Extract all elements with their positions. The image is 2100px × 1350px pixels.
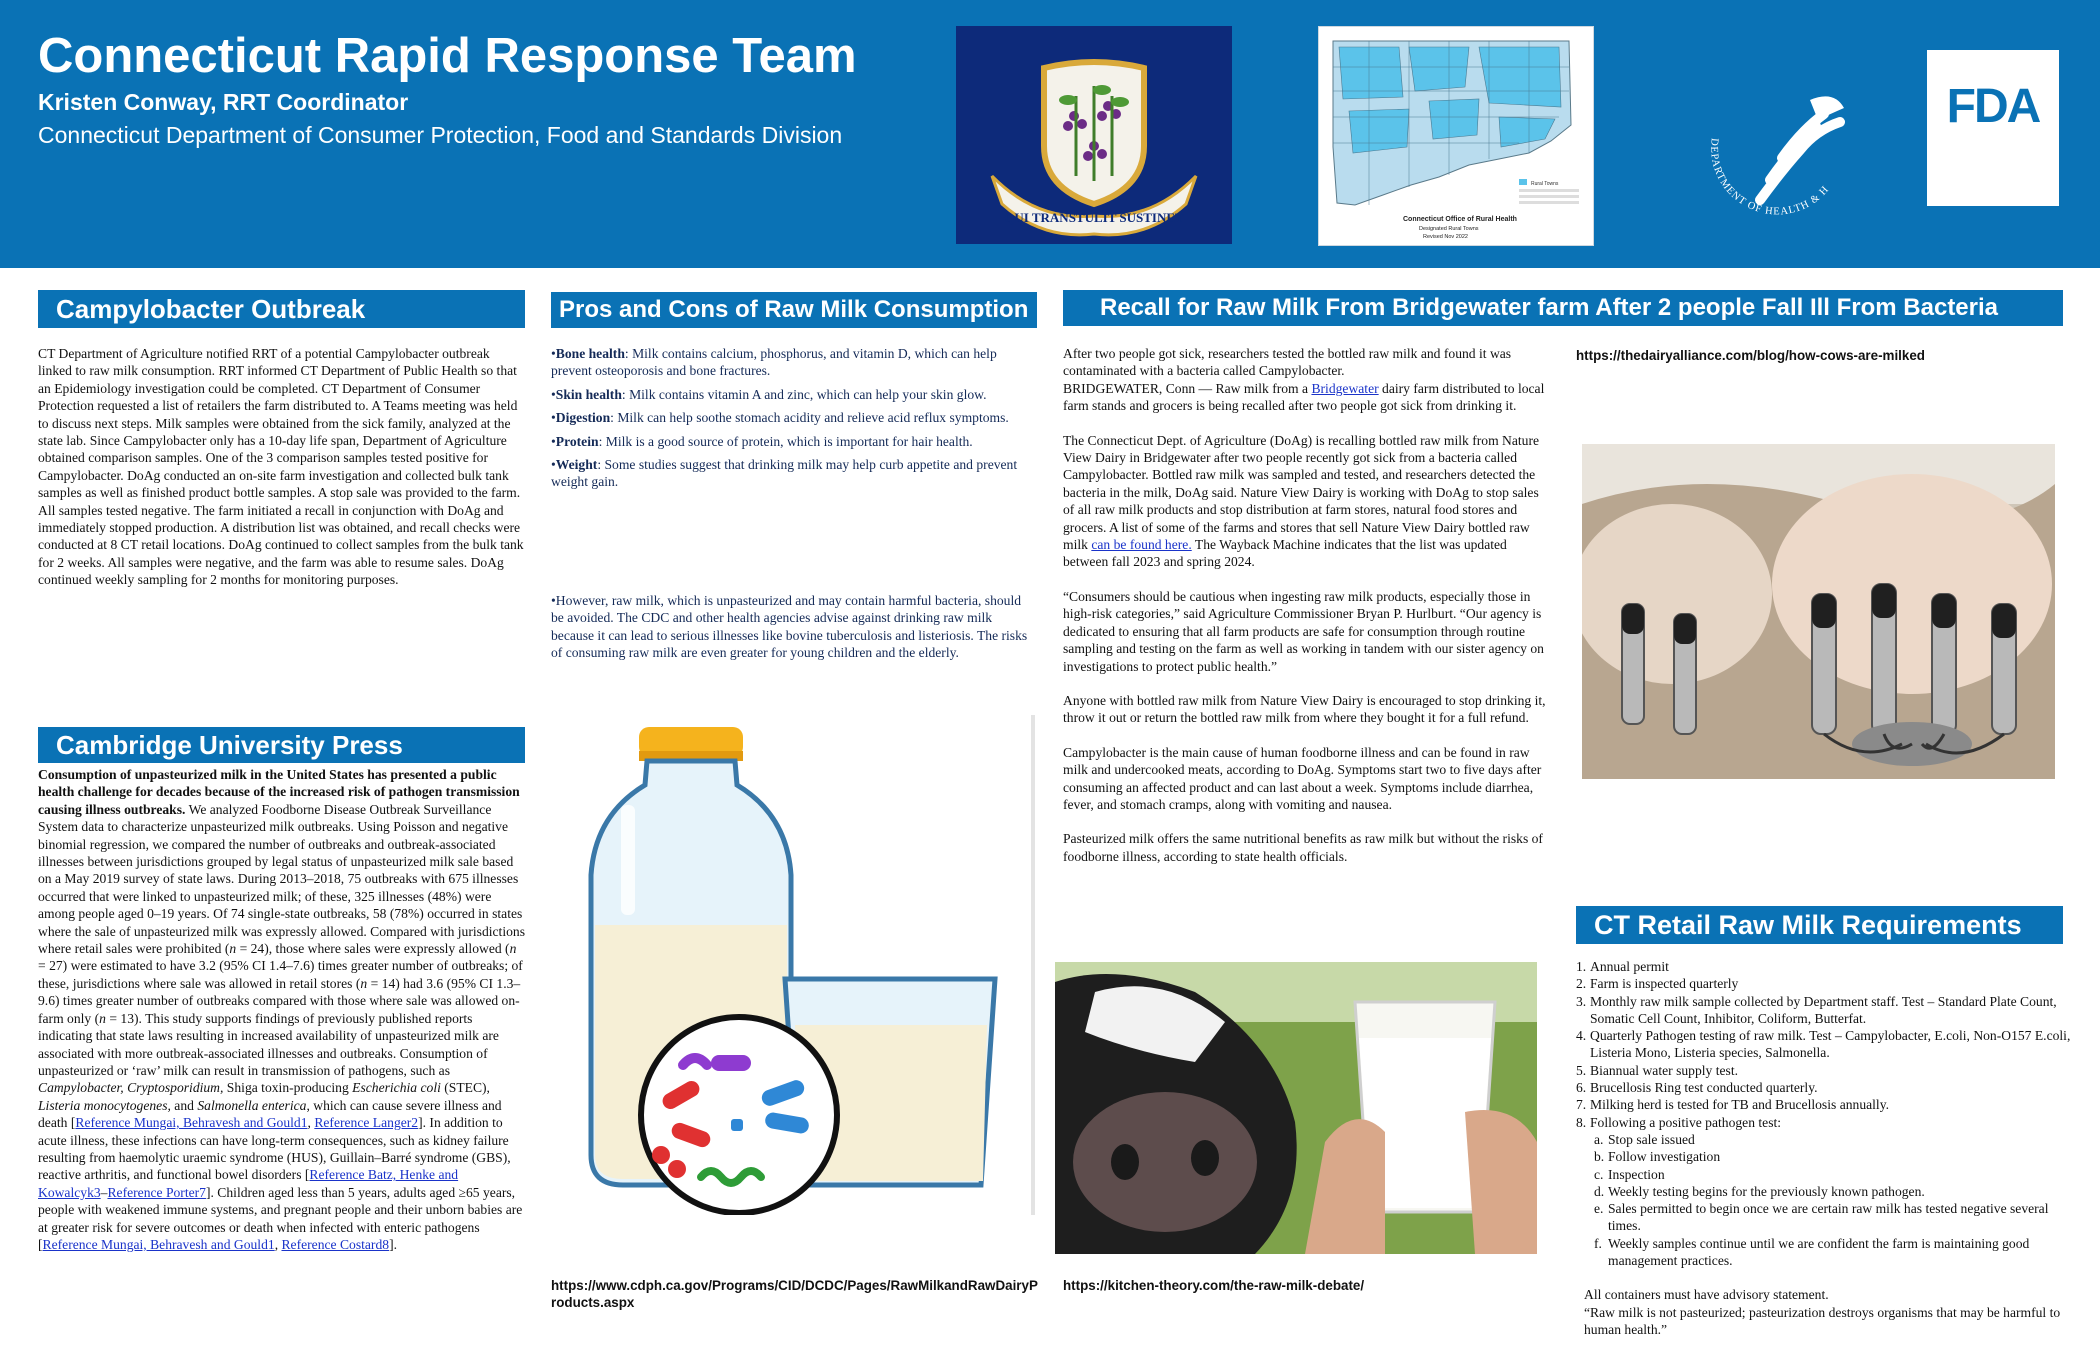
requirement-subitem: c. Inspection [1594, 1166, 1665, 1182]
requirements-list [1576, 958, 2076, 1338]
campylobacter-heading: Campylobacter Outbreak [38, 290, 525, 328]
map-caption-date: Revised Nov 2022 [1423, 234, 1468, 240]
requirement-subitem: d. Weekly testing begins for the previously known pathogen. [1594, 1183, 1925, 1199]
dairy-alliance-url[interactable]: https://thedairyalliance.com/blog/how-cows-are-milked [1576, 348, 1925, 363]
milk-bacteria-illustration [551, 715, 1041, 1215]
recall-paragraph: The Connecticut Dept. of Agriculture (DoAg) is recalling bottled raw milk from Nature View Dairy in Bridgewater after two people recently got sick from a bacteria called Campylobacter. Bottled raw milk was sampled and tested, and researchers detected the bacteria in the milk, DoAg said. Nature View Dairy is working with DoAg to stop sales of all raw milk products and stop distribution at farm stores, natural food stores and grocers. A list of some of the farms and stores that sell Nature View Dairy bottled raw milk can be found here. The Wayback Machine indicates that the list was updated between fall 2023 and spring 2024. [1063, 432, 1540, 570]
affiliation-line: Connecticut Department of Consumer Protection, Food and Standards Division [38, 122, 843, 148]
reference-link-porter[interactable]: Reference Porter7 [107, 1184, 206, 1200]
hhs-ring-text: DEPARTMENT OF HEALTH & H [1708, 137, 1832, 218]
reference-link-mungai-2[interactable]: Reference Mungai, Behravesh and Gould1 [42, 1236, 275, 1252]
pros-item: •Bone health: Milk contains calcium, phosphorus, and vitamin D, which can help prevent osteoporosis and bone fractures. [551, 346, 997, 379]
pros-cons-heading: Pros and Cons of Raw Milk Consumption [551, 292, 1037, 328]
cambridge-intro: Consumption of unpasteurized milk in the United States has presented a public health challenge for decades because of the increased risk of pathogen transmission causing illness outbreaks. [38, 767, 520, 817]
requirement-item: 7. Milking herd is tested for TB and Brucellosis annually. [1576, 1097, 1890, 1113]
fda-logo-text: FDA [1946, 80, 2040, 133]
milking-machine-photo [1582, 444, 2055, 779]
reference-link-batz[interactable]: Reference Batz, Henke and Kowalcyk3 [38, 1167, 459, 1200]
reference-link-langer[interactable]: Reference Langer2 [314, 1115, 419, 1131]
pros-item: •Weight: Some studies suggest that drinking milk may help curb appetite and prevent weight gain. [551, 457, 1018, 490]
requirements-heading: CT Retail Raw Milk Requirements [1576, 906, 2063, 944]
recall-paragraph: Anyone with bottled raw milk from Nature View Dairy is encouraged to stop drinking it, throw it out or return the bottled raw milk from where they bought it for a full refund. [1063, 692, 1546, 726]
author-line: Kristen Conway, RRT Coordinator [38, 89, 409, 115]
recall-paragraph: Campylobacter is the main cause of human foodborne illness and can be found in raw milk and undercooked meats, according to DoAg. Symptoms start two to five days after consuming an affected product and can last about a week. Symptoms include diarrhea, fever, and stomach cramps, along with vomiting and nausea. [1063, 744, 1542, 812]
reference-link-mungai[interactable]: Reference Mungai, Behravesh and Gould1 [75, 1115, 308, 1131]
pros-item: •Digestion: Milk can help soothe stomach acidity and relieve acid reflux symptoms. [551, 410, 1009, 426]
recall-paragraph: After two people got sick, researchers tested the bottled raw milk and found it was contaminated with a bacteria called Campylobacter. BRIDGEWATER, Conn — Raw milk from a Bridgewater dairy farm distributed to local farm stands and grocers is being recalled after two people got sick from drinking it. [1063, 346, 1545, 414]
requirement-item: 1. Annual permit [1576, 959, 1669, 974]
recall-heading: Recall for Raw Milk From Bridgewater farm After 2 people Fall Ill From Bacteria [1063, 290, 2063, 326]
cambridge-heading: Cambridge University Press [38, 727, 525, 763]
requirement-item: 8. Following a positive pathogen test: [1576, 1114, 1782, 1130]
requirement-subitem: a. Stop sale issued [1594, 1131, 1695, 1147]
requirement-item: 3. Monthly raw milk sample collected by Department staff. Test – Standard Plate Count, Somatic Cell Count, Inhibitor, Coliform, Butterfat. [1576, 993, 2057, 1026]
fda-logo [1927, 50, 2059, 206]
kitchen-theory-url[interactable]: https://kitchen-theory.com/the-raw-milk-debate/ [1063, 1278, 1365, 1293]
store-list-link[interactable]: can be found here. [1091, 537, 1192, 553]
requirement-item: 5. Biannual water supply test. [1576, 1062, 1738, 1078]
recall-body [1063, 345, 1553, 865]
connecticut-flag-image [956, 26, 1232, 244]
requirement-subitem: f. Weekly samples continue until we are confident the farm is maintaining good management practices. [1594, 1235, 2030, 1269]
reference-link-costard[interactable]: Reference Costard8 [281, 1236, 390, 1252]
campylobacter-body: CT Department of Agriculture notified RRT of a potential Campylobacter outbreak linked to raw milk consumption. RRT informed CT Department of Public Health so that an Epidemiology investigation could be completed. CT Department of Consumer Protection requested a list of retailers the farm distributed to. A Teams meeting was held to discuss next steps. Milk samples were obtained from the sick family, analyzed at the state lab. Since Campylobacter only has a 10-day life span, Department of Agriculture obtained comparison samples. One of the 3 comparison samples tested positive for Campylobacter. DoAg conducted an on-site farm investigation and collected bulk tank samples as well as finished product bottle samples. A stop sale was provided to the farm. All samples tested negative. The farm initiated a recall in conjunction with DoAg and immediately stopped production. A distribution list was obtained, and recall checks were conducted at 8 CT retail locations. DoAg continued to collect samples from the bulk tank for 2 weeks. All samples were negative, and the farm was able to resume sales. DoAg continued weekly sampling for 2 months for monitoring purposes. [38, 346, 524, 588]
map-legend-label: Rural Towns [1531, 181, 1559, 187]
requirement-subitem: b. Follow investigation [1594, 1149, 1721, 1165]
pros-item: •Skin health: Milk contains vitamin A and zinc, which can help your skin glow. [551, 386, 987, 402]
requirement-subitem: e. Sales permitted to begin once we are certain raw milk has tested negative several times. [1594, 1201, 2049, 1234]
recall-paragraph: Pasteurized milk offers the same nutritional benefits as raw milk but without the risks of foodborne illness, according to state health officials. [1063, 831, 1543, 864]
bridgewater-link[interactable]: Bridgewater [1311, 380, 1379, 396]
map-caption-subtitle: Designated Rural Towns [1419, 226, 1479, 232]
requirement-item: 2. Farm is inspected quarterly [1576, 976, 1739, 992]
recall-paragraph: “Consumers should be cautious when ingesting raw milk products, especially those in high-risk categories,” said Agriculture Commissioner Bryan P. Hurlburt. “Our agency is dedicated to ensuring that all farm products are safe for consumption through routine sampling and testing on the farm as well as working in tandem with our sister agency on investigations to protect public health.” [1063, 588, 1544, 674]
cambridge-body: Consumption of unpasteurized milk in the United States has presented a public health challenge for decades because of the increased risk of pathogen transmission causing illness outbreaks. We analyzed Foodborne Disease Outbreak Surveillance System data to characterize unpasteurized milk outbreaks. Using Poisson and negative binomial regression, we compared the number of outbreaks and outbreak-associated illnesses between jurisdictions grouped by legal status of unpasteurized milk sale based on a May 2019 survey of state laws. During 2013–2018, 75 outbreaks with 675 illnesses occurred that were linked to unpasteurized milk; of these, 325 illnesses (48%) were among people aged 0–19 years. Of 74 single-state outbreaks, 58 (78%) occurred in states where the sale of unpasteurized milk was expressly allowed. Compared with jurisdictions where retail sales were prohibited (n = 24), those where sales were expressly allowed (n = 27) were estimated to have 3.2 (95% CI 1.4–7.6) times greater number of outbreaks; of these, jurisdictions where sale was allowed in retail stores (n = 14) had 3.6 (95% CI 1.3–9.6) times greater number of outbreaks compared with those where sale was allowed on-farm only (n = 13). This study supports findings of previously published reports indicating that state laws resulting in increased availability of unpasteurized milk are associated with more outbreak-associated illnesses and outbreaks. Consumption of unpasteurized or ‘raw’ milk can result in transmission of pathogens, such as Campylobacter, Cryptosporidium, Shiga toxin-producing Escherichia coli (STEC), Listeria monocytogenes, and Salmonella enterica, which can cause severe illness and death [Reference Mungai, Behravesh and Gould1, Reference Langer2]. In addition to acute illness, these infections can have long-term consequences, such as kidney failure resulting from haemolytic uraemic syndrome (HUS), Guillain–Barré syndrome (GBS), reactive arthritis, and functional bowel disorders [Reference Batz, Henke and Kowalcyk3–Reference Porter7]. Children aged less than 5 years, adults aged ≥65 years, people with weakened immune systems, and pregnant people and their unborn babies are at greater risk for severe outcomes or death when infected with enteric pathogens [Reference Mungai, Behravesh and Gould1, Reference Costard8]. [38, 767, 525, 1252]
pros-item: •Protein: Milk is a good source of protein, which is important for hair health. [551, 433, 973, 449]
map-caption-title: Connecticut Office of Rural Health [1403, 216, 1517, 223]
cons-paragraph: •However, raw milk, which is unpasteurized and may contain harmful bacteria, should be avoided. The CDC and other health agencies advise against drinking raw milk because it can lead to serious illnesses like bovine tuberculosis and listeriosis. The risks of consuming raw milk are even greater for young children and the elderly. [551, 593, 1028, 661]
advisory-statement: “Raw milk is not pasteurized; pasteurization destroys organisms that may be harmful to human health.” [1584, 1304, 2061, 1337]
poster-title: Connecticut Rapid Response Team [38, 29, 857, 83]
cdph-source-url[interactable]: https://www.cdph.ca.gov/Programs/CID/DCDC/Pages/RawMilkandRawDairyProducts.aspx [551, 1278, 1038, 1310]
requirement-item: 6. Brucellosis Ring test conducted quarterly. [1576, 1080, 1818, 1096]
advisory-note: All containers must have advisory statement. [1584, 1287, 1829, 1303]
poster-header [0, 0, 2100, 268]
rural-towns-map-image [1318, 26, 1594, 246]
pros-list [551, 345, 1037, 497]
cow-milk-glass-photo [1055, 962, 1537, 1254]
flag-motto: QUI TRANSTULIT SUSTINET [1004, 210, 1184, 225]
requirement-item: 4. Quarterly Pathogen testing of raw milk. Test – Campylobacter, E.coli, Non-O157 E.coli, Listeria Mono, Listeria species, Salmonella. [1576, 1028, 2071, 1061]
hhs-logo [1690, 30, 1866, 230]
